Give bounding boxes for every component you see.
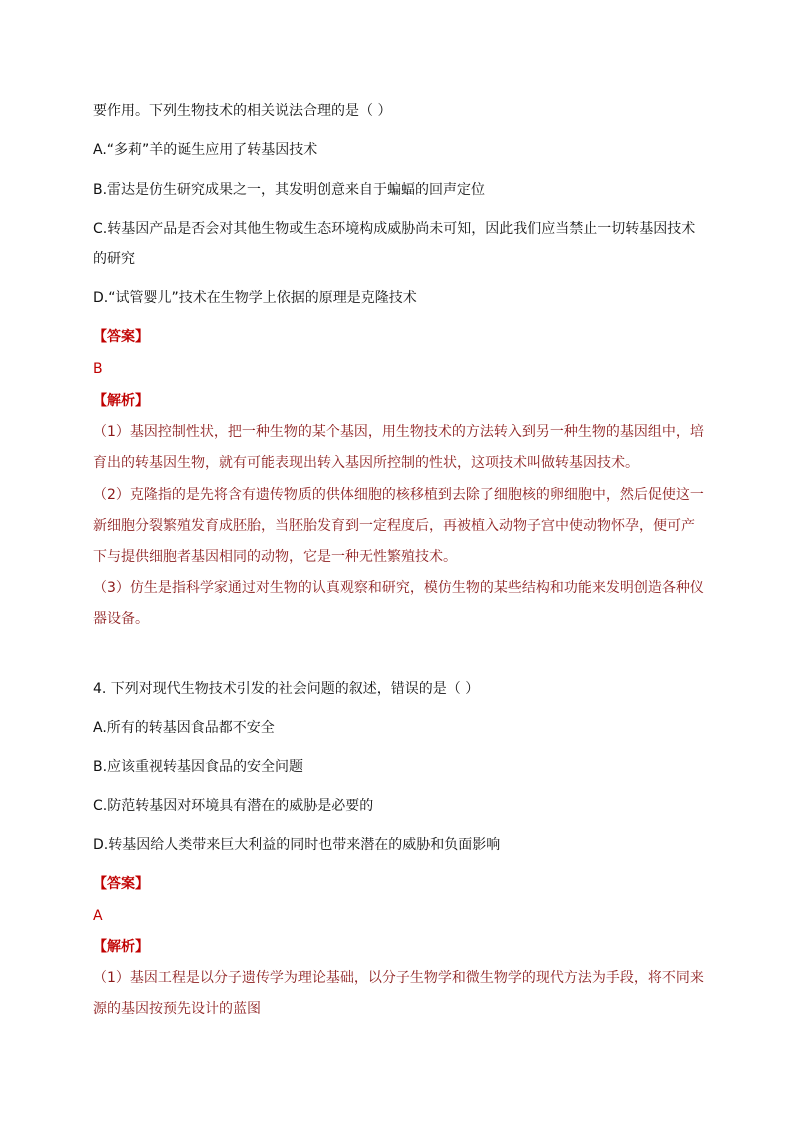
q4-option-a: A.所有的转基因食品都不安全: [93, 720, 275, 736]
q3-option-d: D.“试管婴儿”技术在生物学上依据的原理是克隆技术: [93, 290, 417, 306]
q4-analysis-p1-line2: 源的基因按预先设计的蓝图: [93, 1001, 261, 1017]
q3-stem-tail: 要作用。下列生物技术的相关说法合理的是（ ）: [93, 103, 392, 119]
q3-answer: B: [93, 361, 103, 377]
q4-answer-header: 【答案】: [93, 876, 149, 892]
q3-option-c-line1: C.转基因产品是否会对其他生物或生态环境构成威胁尚未可知，因此我们应当禁止一切转基因技术: [93, 221, 696, 237]
q3-analysis-p1-line2: 育出的转基因生物，就有可能表现出转入基因所控制的性状，这项技术叫做转基因技术。: [93, 455, 639, 471]
q4-option-c: C.防范转基因对环境具有潜在的威胁是必要的: [93, 798, 374, 814]
q3-analysis-p3-line2: 器设备。: [93, 611, 149, 627]
q3-analysis-p2-line2: 新细胞分裂繁殖发育成胚胎，当胚胎发育到一定程度后，再被植入动物子宫中使动物怀孕，便可产: [93, 518, 695, 534]
q3-option-a: A.“多莉”羊的诞生应用了转基因技术: [93, 142, 318, 158]
q3-answer-header: 【答案】: [93, 329, 149, 345]
q3-analysis-p1-line1: （1）基因控制性状，把一种生物的某个基因，用生物技术的方法转入到另一种生物的基因组中，培: [93, 424, 704, 440]
q3-analysis-p2-line1: （2）克隆指的是先将含有遗传物质的供体细胞的核移植到去除了细胞核的卵细胞中，然后促使这一: [93, 487, 704, 503]
q3-option-b: B.雷达是仿生研究成果之一，其发明创意来自于蝙蝠的回声定位: [93, 182, 486, 198]
q4-analysis-p1-line1: （1）基因工程是以分子遗传学为理论基础，以分子生物学和微生物学的现代方法为手段，将不同来: [93, 970, 704, 986]
q3-option-c-line2: 的研究: [93, 251, 135, 267]
q3-analysis-p2-line3: 下与提供细胞者基因相同的动物，它是一种无性繁殖技术。: [93, 549, 457, 565]
q4-answer: A: [93, 908, 103, 924]
q4-analysis-header: 【解析】: [93, 939, 149, 955]
q4-stem: 4. 下列对现代生物技术引发的社会问题的叙述，错误的是（ ）: [93, 681, 480, 697]
q4-option-d: D.转基因给人类带来巨大利益的同时也带来潜在的威胁和负面影响: [93, 837, 501, 853]
q3-analysis-p3-line1: （3）仿生是指科学家通过对生物的认真观察和研究，模仿生物的某些结构和功能来发明创造各种仪: [93, 580, 704, 596]
q4-option-b: B.应该重视转基因食品的安全问题: [93, 759, 304, 775]
q3-analysis-header: 【解析】: [93, 393, 149, 409]
